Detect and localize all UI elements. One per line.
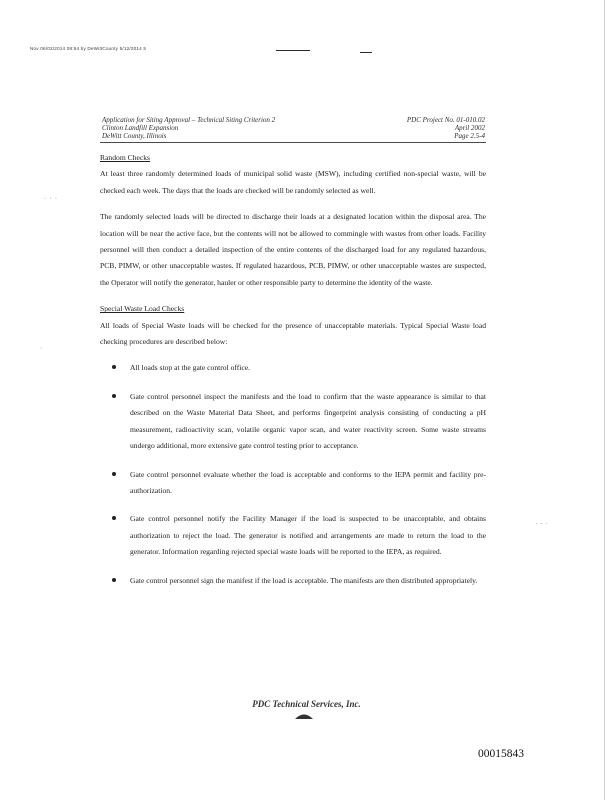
list-item: Gate control personnel sign the manifest if the load is acceptable. The manifests are then distributed appropriately. bbox=[100, 573, 486, 589]
list-item: Gate control personnel inspect the manifests and the load to confirm that the waste appearance is similar to that described on the Waste Material Data Sheet, and performs fingerprint analysis consisting of conducting a pH measurement, radioactivity scan, volatile organic vapor scan, and water reactivity screen. Some waste streams undergo additional, more extensive gate control testing prior to acceptance. bbox=[100, 389, 486, 455]
body-content bbox=[100, 150, 486, 601]
header-project-name: Clinton Landfill Expansion bbox=[102, 124, 179, 132]
header-project-number: PDC Project No. 01-010.02 bbox=[406, 116, 485, 124]
bates-number: 00015843 bbox=[478, 748, 524, 760]
header-rule bbox=[100, 142, 486, 143]
special-waste-intro: All loads of Special Waste loads will be checked for the presence of unacceptable materials. Typical Special Waste load checking procedures are described below: bbox=[100, 320, 486, 347]
margin-dots: · · · bbox=[44, 196, 58, 202]
fax-transmission-header: Nov 06/02/2014 08:54 by DeWittCounty 5/12/2014 5 bbox=[30, 46, 147, 51]
random-checks-paragraph-1: At least three randomly determined loads of municipal solid waste (MSW), including certified non-special waste, will be checked each week. The days that the loads are checked will be randomly selected as well. bbox=[100, 169, 486, 195]
company-logo-icon bbox=[294, 712, 314, 720]
list-item: Gate control personnel notify the Facility Manager if the load is suspected to be unacceptable, and obtains authorization to reject the load. The generator is notified and arrangements are made to return the load to the generator. Information regarding rejected special waste loads will be reported to the IEPA, as required. bbox=[100, 511, 486, 560]
header-date: April 2002 bbox=[454, 124, 485, 132]
special-waste-heading: Special Waste Load Checks bbox=[100, 304, 185, 314]
header-location: DeWitt County, Illinois bbox=[102, 132, 167, 140]
list-item: Gate control personnel evaluate whether the load is acceptable and conforms to the IEPA permit and facility pre-authorization. bbox=[100, 467, 486, 500]
margin-dots: . . . bbox=[536, 520, 549, 526]
header-left bbox=[102, 116, 275, 140]
footer-company-name: PDC Technical Services, Inc. bbox=[252, 699, 361, 709]
list-item: All loads stop at the gate control office. bbox=[100, 360, 486, 376]
scan-mark bbox=[604, 0, 605, 800]
header-right bbox=[407, 116, 485, 140]
scan-mark bbox=[276, 50, 310, 51]
special-waste-procedure-list bbox=[100, 360, 486, 588]
bullet-icon bbox=[112, 394, 116, 398]
scan-mark bbox=[360, 52, 372, 53]
bullet-icon bbox=[112, 516, 116, 520]
bullet-icon bbox=[112, 472, 116, 476]
header-title: Application for Siting Approval – Technical Siting Criterion 2 bbox=[102, 116, 276, 124]
bullet-icon bbox=[112, 365, 116, 369]
margin-dots: · bbox=[40, 346, 43, 352]
bullet-icon bbox=[112, 578, 116, 582]
random-checks-paragraph-2: The randomly selected loads will be directed to discharge their loads at a designated location within the disposal area. The location will be near the active face, but the contents will not be allowed to commingle with wastes from other loads. Facility personnel will then conduct a detailed inspection of the entire contents of the discharged load for any regulated hazardous, PCB, PIMW, or other unacceptable wastes. If regulated hazardous, PCB, PIMW, or other unacceptable wastes are suspected, the Operator will notify the generator, hauler or other responsible party to determine the identity of the waste. bbox=[100, 212, 486, 287]
header-page-number: Page 2.5-4 bbox=[454, 132, 485, 140]
random-checks-heading: Random Checks bbox=[100, 153, 150, 162]
